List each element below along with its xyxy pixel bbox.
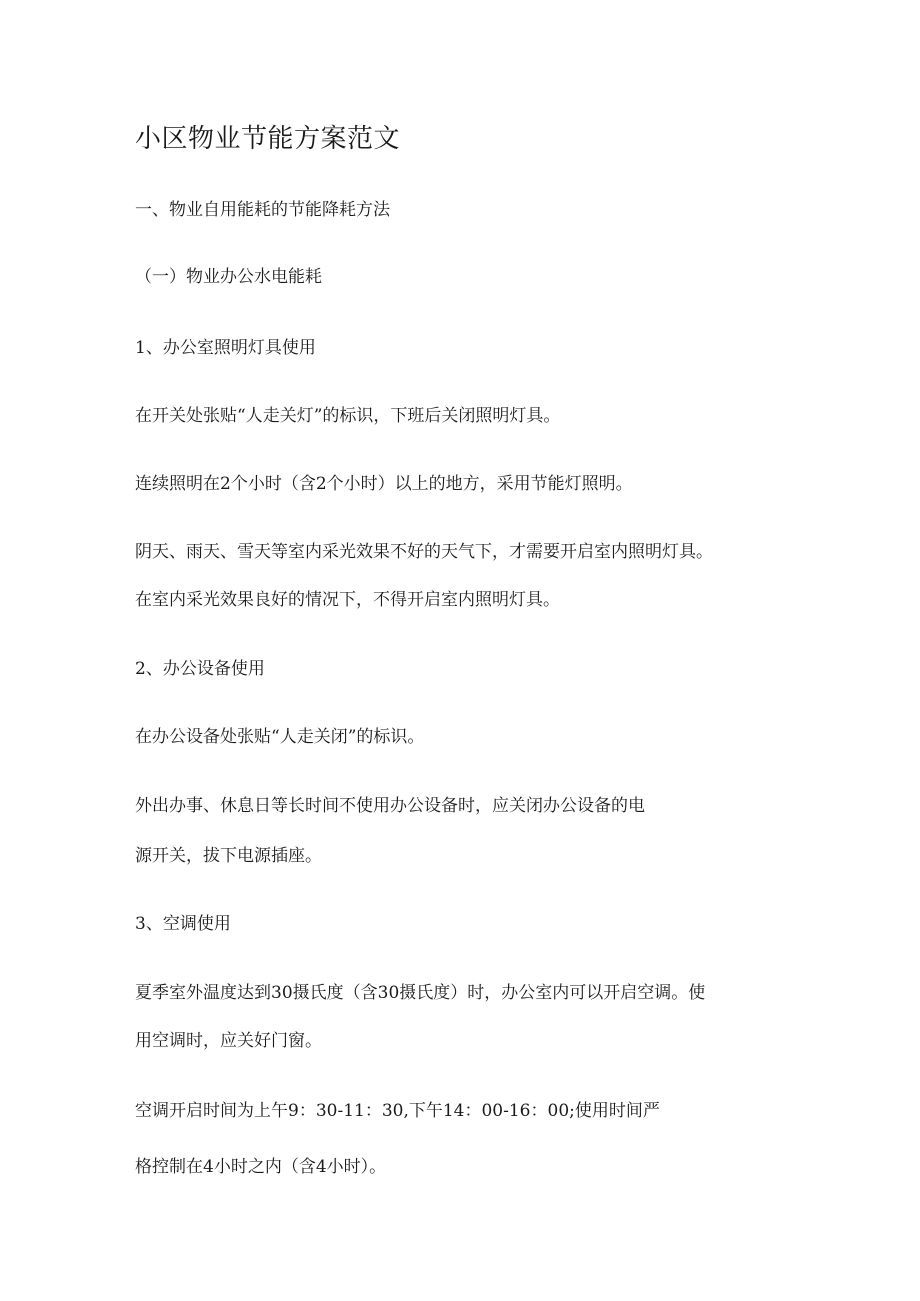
section-heading: 一、物业自用能耗的节能降耗方法: [135, 200, 390, 220]
paragraph-line: 格控制在4小时之内（含4小时）。: [135, 1157, 387, 1177]
document-title: 小区物业节能方案范文: [135, 124, 401, 154]
subsection-heading: （一）物业办公水电能耗: [135, 267, 322, 287]
paragraph-line: 源开关，拔下电源插座。: [135, 846, 322, 866]
item-heading-equipment: 2、办公设备使用: [135, 659, 265, 679]
paragraph-line: 空调开启时间为上午9：30-11：30,下午14：00-16：00;使用时间严: [135, 1101, 660, 1121]
paragraph-line: 在室内采光效果良好的情况下，不得开启室内照明灯具。: [135, 590, 560, 610]
paragraph-line: 用空调时，应关好门窗。: [135, 1031, 322, 1051]
paragraph: 连续照明在2个小时（含2个小时）以上的地方，采用节能灯照明。: [135, 474, 633, 494]
item-heading-air-conditioning: 3、空调使用: [135, 914, 231, 934]
item-heading-lighting: 1、办公室照明灯具使用: [135, 338, 316, 358]
paragraph: 在办公设备处张贴“人走关闭”的标识。: [135, 727, 425, 747]
paragraph-line: 夏季室外温度达到30摄氏度（含30摄氏度）时，办公室内可以开启空调。使: [135, 983, 706, 1003]
paragraph: 在开关处张贴“人走关灯”的标识，下班后关闭照明灯具。: [135, 406, 561, 426]
paragraph-line: 阴天、雨天、雪天等室内采光效果不好的天气下，才需要开启室内照明灯具。: [135, 542, 713, 562]
paragraph-line: 外出办事、休息日等长时间不使用办公设备时，应关闭办公设备的电: [135, 796, 645, 816]
